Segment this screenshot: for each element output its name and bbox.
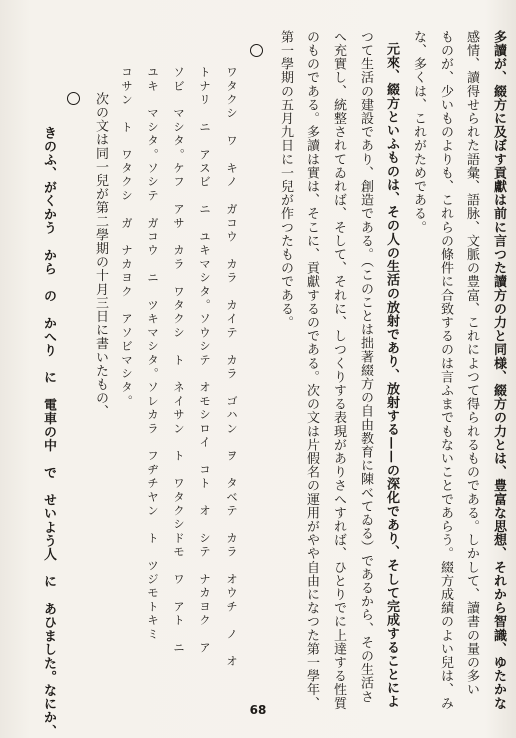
text-column-4: な、多くは、これがためである。 [411,30,426,234]
text-column-11: きのふ、がくかう から の かへり に 電車の中 で せいよう人 に あひました。なにか、 [41,126,56,738]
section-circle-icon-2 [67,92,80,105]
quote-column-1: ワタクシ ワ キノ ガコウ カラ カイテ カラ ゴハン ヲ タベテ カラ オウチ ノ オ [225,66,239,669]
text-column-3: ものが、少いものよりも、これらの條件に合致するのは言ふまでもないことであらう。綴方成績のよい兒は、み [438,30,453,710]
page-number: 68 [249,703,267,717]
text-column-2: 感情、讀得せられた語彙、語脉、文脈の豊富、これによつて得られるものである。しかして、讀書の量の多い [464,30,479,697]
section-circle-icon [250,44,263,57]
quote-column-3: ソビ マシタ。ケフ アサ カラ ワタクシ ト ネイサン ト ワタクシドモ ワ アト ニ [172,66,186,656]
text-column-10: 次の文は同一兒が第二學期の十月三日に書いたもの、 [93,92,108,419]
text-column-5: 元來、綴方といふものは、その人の生活の放射であり、放射する——の深化であり、そして完成することによ [384,42,399,709]
quote-column-5: コサン ト ワタクシ ガ ナカヨク アソビマシタ。 [120,66,134,409]
quote-column-2: トナリ ニ アスビ ニ ユキマシタ。ソウシテ オモシロイ コト オ シテ ナカヨク ア [198,66,212,656]
text-column-9: 第一學期の五月九日に一兒が作つたものである。 [278,30,293,330]
text-column-8: のものである。多讀は實は、そこに、貢獻するのである。次の文は片假名の運用がやや自由になつた第一學年、 [304,30,319,710]
text-column-1: 多讀が、綴方に及ぼす貢獻は前に言つた讀方の力と同様、綴方の力とは、豊富な思想、それから智識、ゆたかな [491,30,506,710]
quote-column-4: ユキ マシタ。ソシテ ガコウ ニ ツキマシタ。ソレカラ フヂチヤン ト ツジモトキミ [146,66,160,642]
text-column-6: つて生活の建設であり、創造である。（このことは拙著綴方の自由教育に陳べてゐる）であるから、その生活さ [358,30,373,704]
text-column-7: へ充實し、統整されてゐれば、そして、それに、しつくりする表現がありさへすれば、ひとりでに上達する性質 [331,30,346,710]
